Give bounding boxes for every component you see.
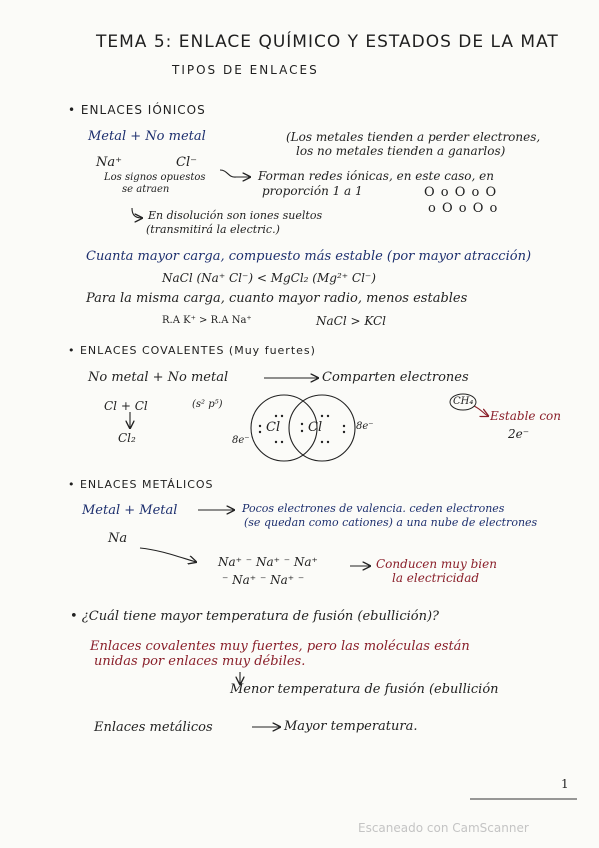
- cl-config: (s² p⁵): [192, 399, 223, 410]
- page-title: TEMA 5: ENLACE QUÍMICO Y ESTADOS DE LA MAT: [96, 32, 559, 52]
- radius-example: R.A K⁺ > R.A Na⁺: [162, 315, 252, 326]
- answer-line-1: Enlaces covalentes muy fuertes, pero las moléculas están: [90, 639, 470, 654]
- stable-text: Estable con: [490, 409, 562, 423]
- signs-text-2: se atraen: [122, 184, 170, 195]
- nets-text-2: proporción 1 a 1: [262, 184, 363, 198]
- arrow-icon: [474, 406, 488, 416]
- conduct-text-1: Conducen muy bien: [376, 557, 497, 571]
- cl-plus-cl: Cl + Cl: [104, 399, 148, 413]
- dissolution-text-1: En disolución son iones sueltos: [148, 209, 323, 222]
- atom-right-electrons: 8e⁻: [356, 421, 374, 432]
- metallic-desc-2: (se quedan como cationes) a una nube de electrones: [244, 516, 538, 529]
- ionic-note-2: los no metales tienden a ganarlos): [296, 144, 506, 158]
- metallic-na: Na: [108, 531, 128, 546]
- section-heading-covalent: • ENLACES COVALENTES (Muy fuertes): [68, 344, 316, 357]
- atom-left-electrons: 8e⁻: [232, 435, 250, 446]
- ionic-lattice-row-1: O o O o O: [424, 185, 498, 200]
- stable-electrons: 2e⁻: [508, 427, 530, 441]
- camscanner-watermark: Escaneado con CamScanner: [358, 821, 529, 835]
- ionic-metal-line: Metal + No metal: [88, 129, 206, 144]
- nets-text-1: Forman redes iónicas, en este caso, en: [258, 169, 494, 183]
- answer-line-3: Menor temperatura de fusión (ebullición: [230, 682, 499, 697]
- answer-line-2: unidas por enlaces muy débiles.: [94, 654, 306, 669]
- atom-left-label: Cl: [266, 420, 281, 435]
- ionic-lattice-row-2: o O o O o: [428, 201, 499, 216]
- question-text: • ¿Cuál tiene mayor temperatura de fusión (ebullición)?: [70, 609, 440, 624]
- signs-text-1: Los signos opuestos: [104, 172, 206, 183]
- covalent-line: No metal + No metal: [88, 370, 229, 385]
- atom-right-label: Cl: [308, 420, 323, 435]
- section-heading-metallic: • ENLACES METÁLICOS: [68, 478, 214, 491]
- na-ion: Na⁺: [96, 155, 122, 170]
- arrow-icon: [132, 208, 142, 218]
- section-heading-ionic: • ENLACES IÓNICOS: [68, 103, 206, 117]
- charge-rule: Cuanta mayor carga, compuesto más estable (por mayor atracción): [86, 249, 532, 264]
- metallic-answer-result: Mayor temperatura.: [284, 719, 418, 734]
- metallic-lattice-2: ⁻ Na⁺ ⁻ Na⁺ ⁻: [222, 573, 305, 587]
- page-subtitle: TIPOS DE ENLACES: [172, 63, 319, 77]
- metallic-desc-1: Pocos electrones de valencia. ceden electrones: [242, 502, 505, 515]
- covalent-arrow-text: Comparten electrones: [322, 370, 469, 385]
- conduct-text-2: la electricidad: [392, 571, 480, 585]
- metallic-line: Metal + Metal: [82, 503, 178, 518]
- radius-compare: NaCl > KCl: [316, 314, 387, 328]
- page-number: 1: [561, 777, 569, 791]
- arrow-icon: [140, 548, 196, 562]
- cl2-molecule: Cl₂: [118, 431, 136, 445]
- metallic-lattice-1: Na⁺ ⁻ Na⁺ ⁻ Na⁺: [218, 555, 318, 569]
- charge-example: NaCl (Na⁺ Cl⁻) < MgCl₂ (Mg²⁺ Cl⁻): [162, 271, 376, 285]
- dissolution-text-2: (transmitirá la electric.): [146, 223, 280, 236]
- radius-rule: Para la misma carga, cuanto mayor radio, menos estables: [86, 291, 468, 306]
- arrow-icon: [220, 170, 250, 177]
- ionic-note-1: (Los metales tienden a perder electrones,: [286, 130, 541, 144]
- ch4-label: CH₄: [453, 396, 474, 407]
- cl-ion: Cl⁻: [176, 155, 197, 170]
- metallic-answer: Enlaces metálicos: [94, 720, 213, 735]
